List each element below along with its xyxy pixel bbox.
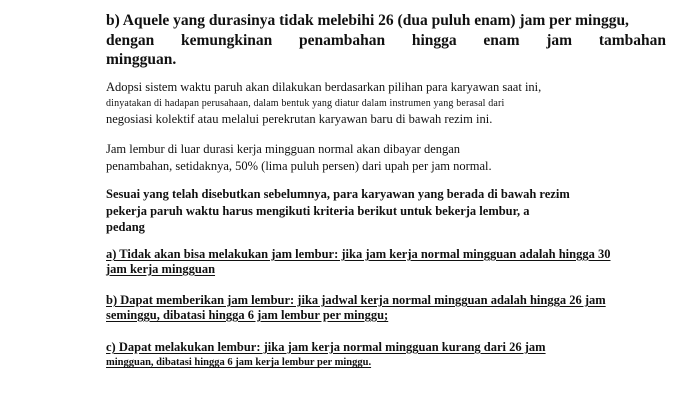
option-a: [106, 247, 611, 277]
paragraph-overtime-pay-line-1: Jam lembur di luar durasi kerja mingguan normal akan dibayar dengan: [106, 142, 461, 156]
option-b: [106, 293, 606, 323]
paragraph-criteria-line-2: pekerja paruh waktu harus mengikuti kriteria berikut untuk bekerja lembur, a: [106, 203, 530, 218]
section-heading: [106, 11, 666, 70]
paragraph-criteria-line-3: pedang: [106, 220, 145, 234]
paragraph-overtime-pay-line-2: penambahan, setidaknya, 50% (lima puluh persen) dari upah per jam normal.: [106, 159, 492, 173]
paragraph-criteria-line-1: Sesuai yang telah disebutkan sebelumnya, para karyawan yang berada di bawah rezim: [106, 187, 570, 201]
option-c: [106, 340, 546, 370]
heading-line-2: dengan kemungkinan penambahan hingga enam jam tambahan: [106, 31, 666, 49]
option-a-line-1: a) Tidak akan bisa melakukan jam lembur: jika jam kerja normal mingguan adalah hingga 30: [106, 247, 611, 261]
heading-line-3: mingguan.: [106, 51, 177, 68]
paragraph-adoption: [106, 79, 626, 128]
option-c-line-1: c) Dapat melakukan lembur: jika jam kerja normal mingguan kurang dari 26 jam: [106, 340, 546, 354]
paragraph-adoption-line-3: negosiasi kolektif atau melalui perekrutan karyawan baru di bawah rezim ini.: [106, 112, 493, 126]
option-a-line-2: jam kerja mingguan: [106, 262, 216, 276]
paragraph-adoption-line-2: dinyatakan di hadapan perusahaan, dalam bentuk yang diatur dalam instrumen yang berasal dari: [106, 98, 505, 109]
heading-line-1: b) Aquele yang durasinya tidak melebihi 26 (dua puluh enam) jam per minggu,: [106, 12, 629, 29]
option-b-line-2: seminggu, dibatasi hingga 6 jam lembur per minggu;: [106, 308, 389, 322]
paragraph-criteria-intro: [106, 186, 570, 236]
paragraph-adoption-line-1: Adopsi sistem waktu paruh akan dilakukan berdasarkan pilihan para karyawan saat ini,: [106, 80, 542, 94]
option-c-line-2: mingguan, dibatasi hingga 6 jam kerja lembur per minggu.: [106, 357, 372, 368]
paragraph-overtime-pay: [106, 141, 492, 175]
option-b-line-1: b) Dapat memberikan jam lembur: jika jadwal kerja normal mingguan adalah hingga 26 jam: [106, 293, 606, 307]
